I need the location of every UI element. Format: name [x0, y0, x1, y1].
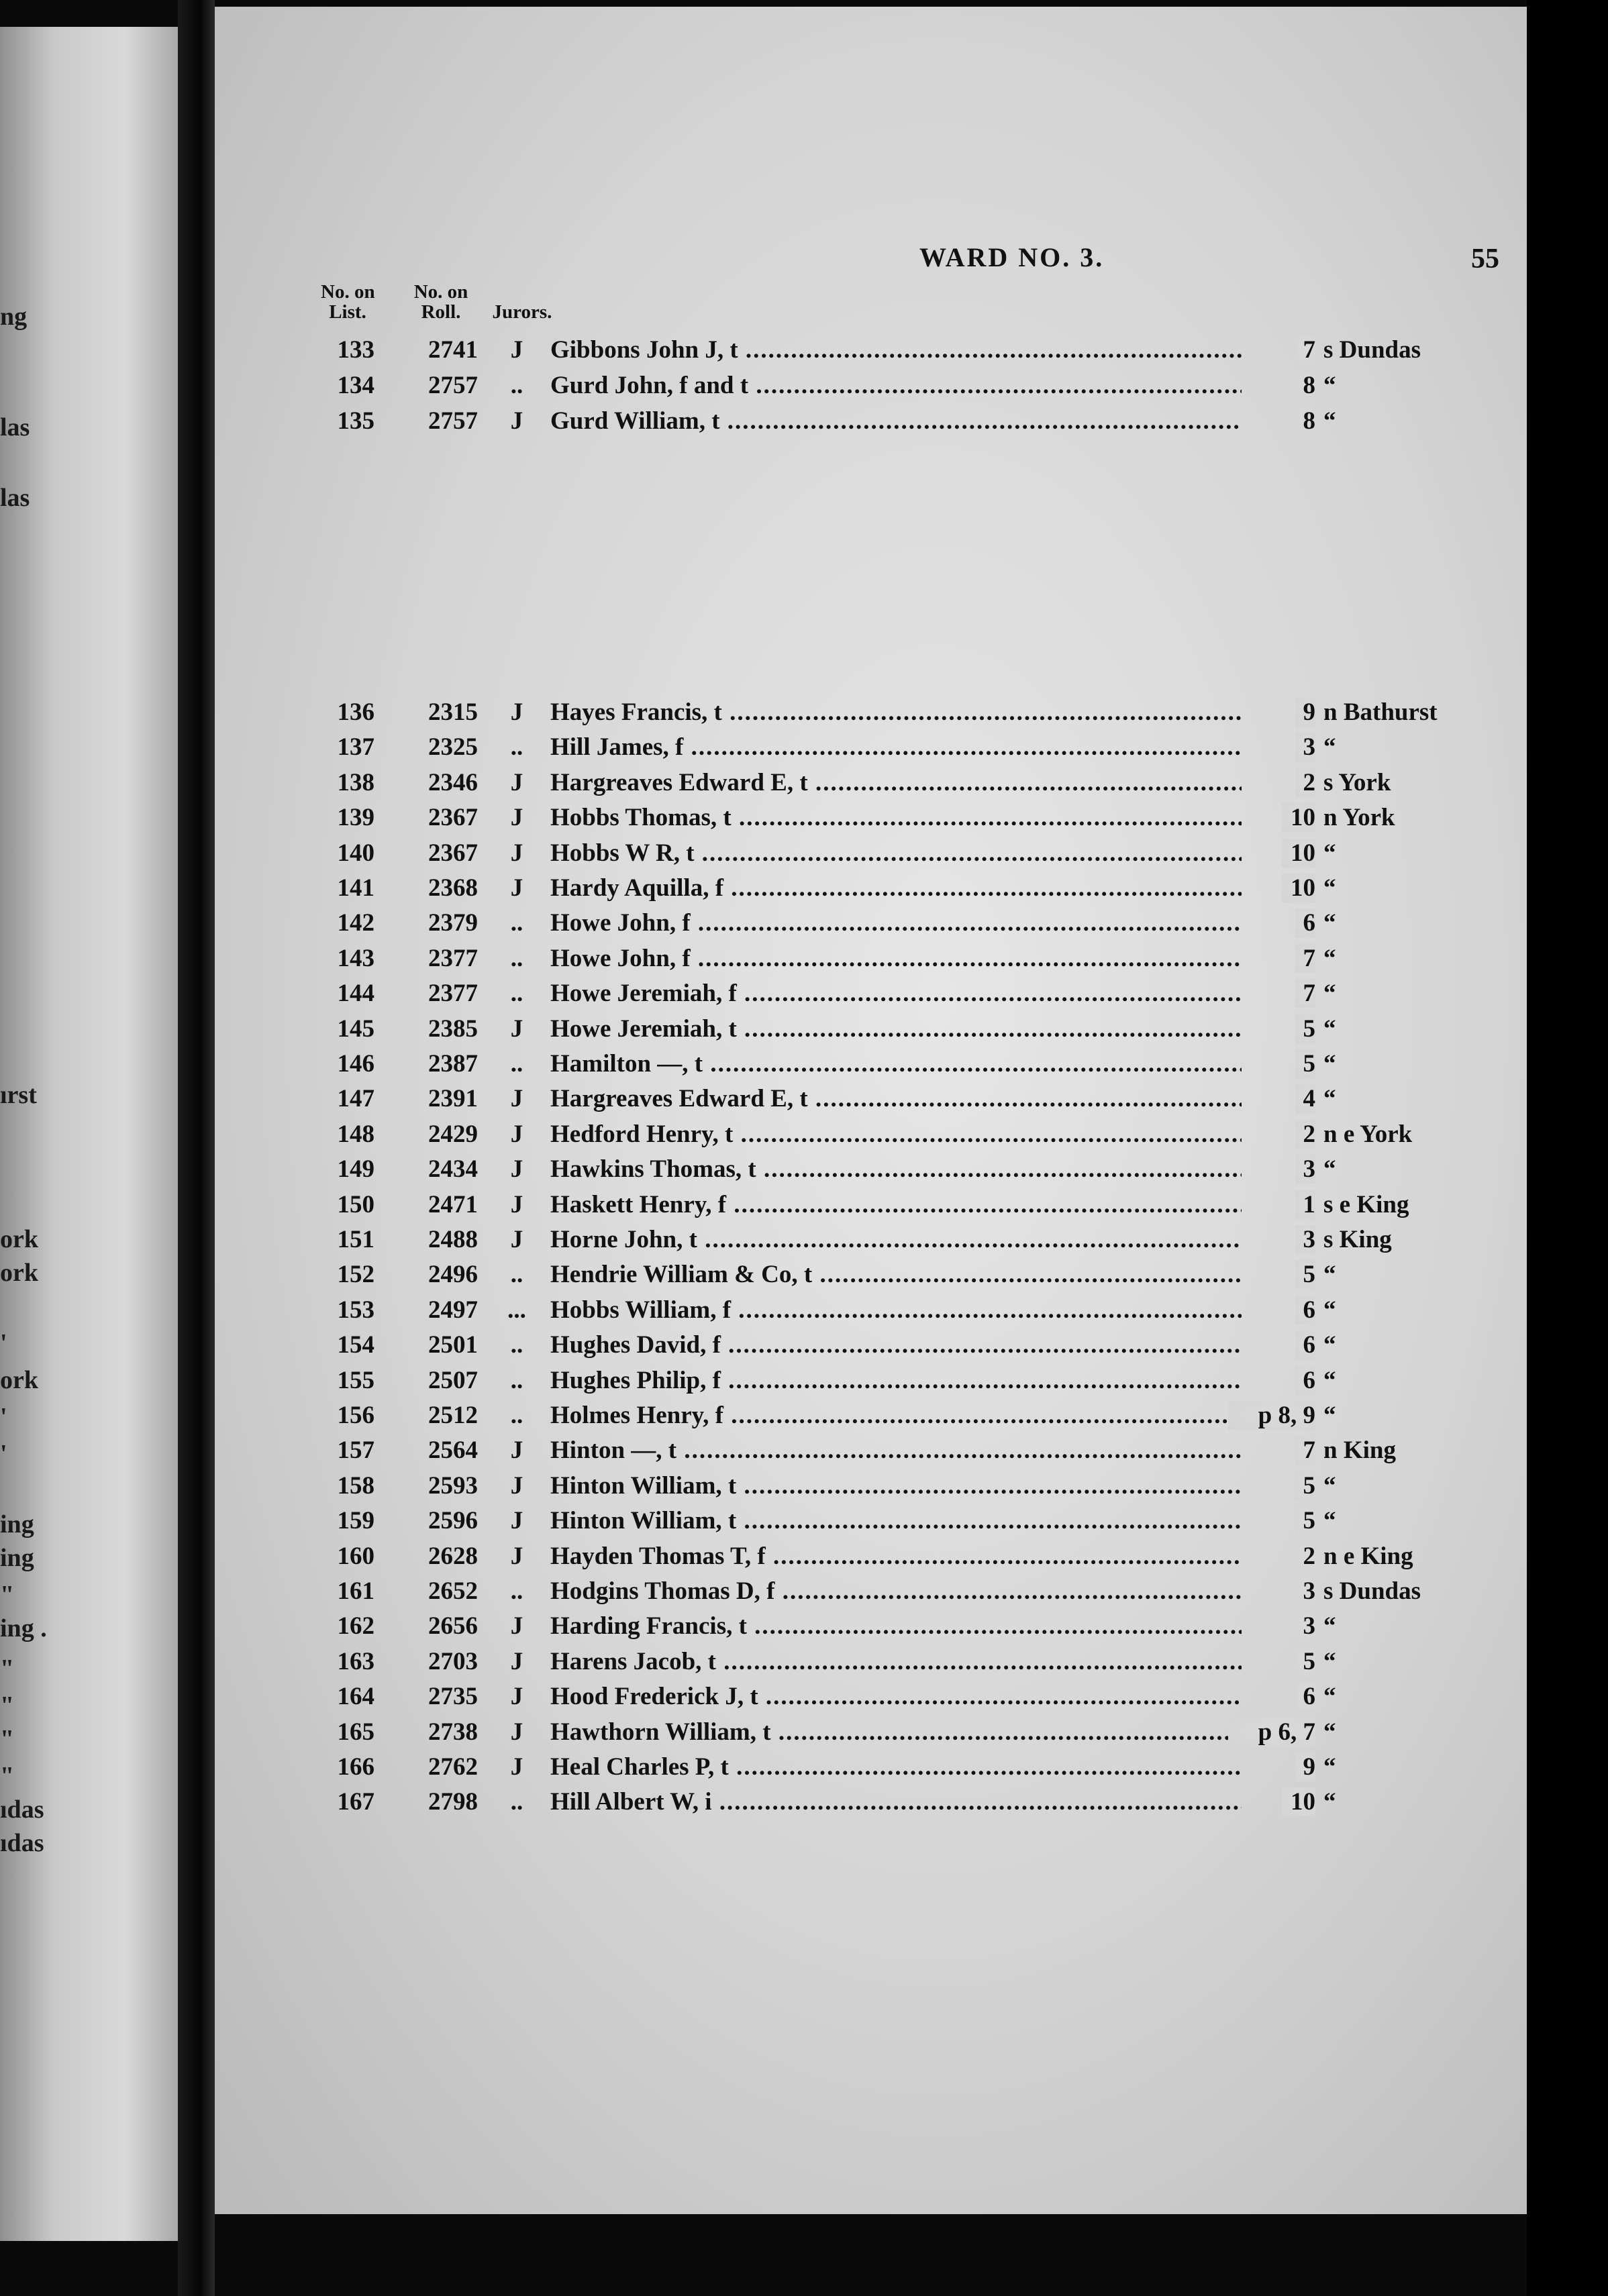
roll-number: 2367 — [428, 804, 478, 832]
left-page-fragment: " — [0, 1581, 15, 1609]
roll-number: 2757 — [428, 407, 478, 435]
juror-mark: J — [510, 1647, 523, 1675]
street-name: “ — [1323, 909, 1336, 937]
resident-name: Hargreaves Edward E, t ..... — [550, 768, 1242, 797]
list-number: 150 — [337, 1190, 374, 1218]
juror-mark: J — [510, 1507, 523, 1535]
street-name: “ — [1323, 874, 1336, 902]
juror-mark: .. — [510, 1261, 523, 1289]
juror-mark: J — [510, 1190, 523, 1218]
page-title: WARD NO. 3. — [919, 242, 1105, 272]
left-page-fragment: " — [0, 1762, 15, 1790]
roll-number: 2593 — [428, 1471, 478, 1500]
roll-number: 2377 — [428, 944, 478, 972]
roll-number: 2564 — [428, 1437, 478, 1465]
roll-number: 2434 — [428, 1155, 478, 1184]
left-page-fragment: ing — [0, 1510, 34, 1538]
resident-name: Hayes Francis, t ..... — [550, 698, 1242, 727]
lot-number: 10 — [1282, 839, 1315, 868]
list-number: 158 — [337, 1471, 374, 1500]
lot-number: p 6, 7 — [1228, 1718, 1315, 1746]
street-name: “ — [1323, 407, 1336, 435]
lot-number: 7 — [1295, 335, 1315, 364]
street-name: “ — [1323, 733, 1336, 762]
left-page-fragment: ng — [0, 303, 28, 331]
roll-number: 2385 — [428, 1014, 478, 1043]
list-entry — [215, 1612, 1557, 1645]
list-entry — [215, 1014, 1557, 1048]
resident-name: Hawkins Thomas, t ..... — [550, 1155, 1242, 1184]
juror-mark: J — [510, 1471, 523, 1500]
lot-number: 2 — [1295, 1120, 1315, 1149]
resident-name: Gurd William, t ..... — [550, 407, 1242, 435]
resident-name: Holmes Henry, f ..... — [550, 1401, 1242, 1430]
list-entry — [215, 698, 1557, 731]
resident-name: Hardy Aquilla, f ..... — [550, 874, 1242, 902]
juror-mark: J — [510, 1226, 523, 1253]
resident-name: Hodgins Thomas D, f ..... — [550, 1577, 1242, 1606]
juror-mark: J — [510, 1753, 523, 1781]
roll-number: 2501 — [428, 1331, 478, 1359]
street-name: n Bathurst — [1323, 698, 1438, 726]
juror-mark: J — [510, 1542, 523, 1570]
juror-mark: J — [510, 768, 523, 796]
left-page-edge — [0, 27, 178, 2241]
list-entry — [215, 1260, 1557, 1294]
juror-mark: .. — [510, 1402, 523, 1429]
roll-number: 2738 — [428, 1718, 478, 1746]
list-entry — [215, 1718, 1557, 1751]
roll-number: 2391 — [428, 1085, 478, 1113]
street-name: “ — [1323, 1296, 1336, 1324]
roll-number: 2496 — [428, 1261, 478, 1289]
list-number: 162 — [337, 1612, 374, 1640]
left-page-fragment: ork — [0, 1225, 38, 1253]
lot-number: 5 — [1295, 1506, 1315, 1535]
list-number: 157 — [337, 1437, 374, 1465]
resident-name: Hobbs Thomas, t ..... — [550, 803, 1242, 832]
street-name: “ — [1323, 1331, 1336, 1359]
lot-number: 8 — [1295, 407, 1315, 435]
juror-mark: ... — [507, 1296, 526, 1324]
list-number: 133 — [337, 336, 374, 364]
resident-name: Heal Charles P, t ..... — [550, 1753, 1242, 1781]
list-number: 139 — [337, 804, 374, 832]
resident-name: Hughes Philip, f ..... — [550, 1366, 1242, 1395]
roll-number: 2367 — [428, 839, 478, 867]
street-name: “ — [1323, 1014, 1336, 1043]
street-name: “ — [1323, 1507, 1336, 1535]
roll-number: 2703 — [428, 1647, 478, 1675]
resident-name: Hughes David, f ..... — [550, 1330, 1242, 1359]
juror-mark: .. — [510, 372, 523, 399]
lot-number: 6 — [1295, 1366, 1315, 1395]
lot-number: 3 — [1295, 1577, 1315, 1606]
juror-mark: J — [510, 874, 523, 902]
left-page-fragment: ırst — [0, 1081, 37, 1109]
juror-mark: J — [510, 804, 523, 832]
lot-number: 6 — [1295, 1330, 1315, 1359]
street-name: “ — [1323, 1366, 1336, 1394]
resident-name: Hinton William, t ..... — [550, 1506, 1242, 1535]
list-entry — [215, 407, 1557, 440]
lot-number: 5 — [1295, 1260, 1315, 1289]
lot-number: 7 — [1295, 1436, 1315, 1465]
resident-name: Hill Albert W, i ..... — [550, 1787, 1242, 1816]
list-number: 155 — [337, 1366, 374, 1394]
list-number: 136 — [337, 698, 374, 726]
resident-name: Hawthorn William, t ..... — [550, 1718, 1242, 1746]
roll-number: 2507 — [428, 1366, 478, 1394]
street-name: “ — [1323, 372, 1336, 399]
resident-name: Howe Jeremiah, f ..... — [550, 979, 1242, 1008]
roll-number: 2762 — [428, 1753, 478, 1781]
list-entry — [215, 1049, 1557, 1083]
lot-number: 7 — [1295, 979, 1315, 1008]
list-number: 138 — [337, 768, 374, 796]
list-entry — [215, 1506, 1557, 1540]
street-name: n York — [1323, 804, 1395, 832]
lot-number: 8 — [1295, 371, 1315, 400]
juror-mark: J — [510, 698, 523, 726]
resident-name: Harens Jacob, t ..... — [550, 1647, 1242, 1676]
list-entry — [215, 1120, 1557, 1153]
list-number: 149 — [337, 1155, 374, 1184]
list-number: 154 — [337, 1331, 374, 1359]
street-name: “ — [1323, 1647, 1336, 1675]
juror-mark: J — [510, 336, 523, 364]
left-page-fragment: ork — [0, 1259, 38, 1287]
list-number: 151 — [337, 1226, 374, 1253]
list-entry — [215, 1753, 1557, 1786]
list-number: 152 — [337, 1261, 374, 1289]
list-entry — [215, 1577, 1557, 1610]
lot-number: 1 — [1295, 1190, 1315, 1219]
roll-number: 2429 — [428, 1120, 478, 1148]
roll-number: 2798 — [428, 1788, 478, 1816]
juror-mark: .. — [510, 1577, 523, 1605]
left-page-fragment: ıdas — [0, 1829, 44, 1857]
left-page-fragment: " — [0, 1655, 15, 1683]
lot-number: 10 — [1282, 874, 1315, 902]
list-entry — [215, 839, 1557, 872]
roll-number: 2379 — [428, 909, 478, 937]
juror-mark: J — [510, 1437, 523, 1465]
street-name: s King — [1323, 1226, 1392, 1253]
lot-number: 5 — [1295, 1014, 1315, 1043]
list-number: 160 — [337, 1542, 374, 1570]
juror-mark: .. — [510, 1050, 523, 1078]
resident-name: Hobbs W R, t ..... — [550, 839, 1242, 868]
list-entry — [215, 1190, 1557, 1224]
list-number: 159 — [337, 1507, 374, 1535]
lot-number: 7 — [1295, 944, 1315, 973]
list-entry — [215, 371, 1557, 405]
street-name: s York — [1323, 768, 1391, 796]
list-number: 167 — [337, 1788, 374, 1816]
list-number: 166 — [337, 1753, 374, 1781]
list-number: 142 — [337, 909, 374, 937]
juror-mark: .. — [510, 1788, 523, 1816]
list-number: 141 — [337, 874, 374, 902]
street-name: n e York — [1323, 1120, 1413, 1148]
column-header-jurors: Jurors. — [492, 301, 552, 323]
resident-name: Gibbons John J, t ..... — [550, 335, 1242, 364]
roll-number: 2471 — [428, 1190, 478, 1218]
roll-number: 2325 — [428, 733, 478, 762]
list-number: 143 — [337, 944, 374, 972]
lot-number: 10 — [1282, 1787, 1315, 1816]
street-name: s Dundas — [1323, 1577, 1421, 1605]
list-entry — [215, 1542, 1557, 1575]
juror-mark: J — [510, 1612, 523, 1640]
column-header-roll: No. on Roll. — [413, 281, 468, 323]
juror-mark: .. — [510, 733, 523, 762]
roll-number: 2346 — [428, 768, 478, 796]
roll-number: 2368 — [428, 874, 478, 902]
resident-name: Hinton William, t ..... — [550, 1471, 1242, 1500]
list-entry — [215, 1436, 1557, 1469]
list-entry — [215, 1682, 1557, 1716]
roll-number: 2497 — [428, 1296, 478, 1324]
left-page-fragment: las — [0, 413, 30, 441]
resident-name: Howe Jeremiah, t ..... — [550, 1014, 1242, 1043]
street-name: “ — [1323, 1718, 1336, 1746]
list-entry — [215, 1401, 1557, 1434]
street-name: “ — [1323, 1402, 1336, 1429]
list-entry — [215, 1084, 1557, 1118]
book-gutter — [178, 0, 215, 2296]
list-entry — [215, 335, 1557, 369]
list-entry — [215, 1787, 1557, 1821]
street-name: “ — [1323, 1155, 1336, 1184]
juror-mark: J — [510, 1120, 523, 1148]
list-number: 147 — [337, 1085, 374, 1113]
roll-number: 2596 — [428, 1507, 478, 1535]
street-name: “ — [1323, 1788, 1336, 1816]
list-entry — [215, 908, 1557, 942]
lot-number: 5 — [1295, 1647, 1315, 1676]
list-number: 153 — [337, 1296, 374, 1324]
roll-number: 2628 — [428, 1542, 478, 1570]
list-entry — [215, 1225, 1557, 1259]
lot-number: p 8, 9 — [1228, 1401, 1315, 1430]
juror-mark: J — [510, 407, 523, 435]
street-name: n King — [1323, 1437, 1396, 1465]
lot-number: 3 — [1295, 733, 1315, 762]
resident-name: Hayden Thomas T, f ..... — [550, 1542, 1242, 1571]
list-number: 146 — [337, 1050, 374, 1078]
resident-name: Harding Francis, t ..... — [550, 1612, 1242, 1640]
lot-number: 9 — [1295, 698, 1315, 727]
street-name: “ — [1323, 1683, 1336, 1711]
roll-number: 2735 — [428, 1683, 478, 1711]
list-entry — [215, 979, 1557, 1012]
juror-mark: J — [510, 1155, 523, 1184]
column-header-list: No. on List. — [321, 281, 375, 323]
right-border — [1527, 0, 1608, 2296]
roll-number: 2741 — [428, 336, 478, 364]
left-page-fragment: ' — [0, 1329, 7, 1357]
street-name: “ — [1323, 1085, 1336, 1113]
list-entry — [215, 733, 1557, 766]
lot-number: 3 — [1295, 1225, 1315, 1254]
street-name: “ — [1323, 944, 1336, 972]
lot-number: 4 — [1295, 1084, 1315, 1113]
lot-number: 2 — [1295, 1542, 1315, 1571]
juror-mark: J — [510, 1683, 523, 1711]
list-number: 163 — [337, 1647, 374, 1675]
list-entry — [215, 874, 1557, 907]
list-entry — [215, 1330, 1557, 1364]
juror-mark: .. — [510, 909, 523, 937]
resident-name: Howe John, f ..... — [550, 908, 1242, 937]
list-entry — [215, 944, 1557, 978]
street-name: s Dundas — [1323, 336, 1421, 364]
list-entry — [215, 1366, 1557, 1400]
list-number: 144 — [337, 980, 374, 1008]
left-page-fragment: ing — [0, 1544, 34, 1572]
lot-number: 6 — [1295, 1682, 1315, 1711]
resident-name: Howe John, f ..... — [550, 944, 1242, 973]
list-entry — [215, 1471, 1557, 1505]
juror-mark: .. — [510, 1366, 523, 1394]
list-entry — [215, 768, 1557, 802]
juror-mark: .. — [510, 980, 523, 1008]
roll-number: 2387 — [428, 1050, 478, 1078]
street-name: n e King — [1323, 1542, 1413, 1570]
list-number: 164 — [337, 1683, 374, 1711]
resident-name: Hamilton —, t ..... — [550, 1049, 1242, 1078]
roll-number: 2652 — [428, 1577, 478, 1605]
street-name: s e King — [1323, 1190, 1409, 1218]
roll-number: 2315 — [428, 698, 478, 726]
resident-name: Hargreaves Edward E, t ..... — [550, 1084, 1242, 1113]
resident-name: Haskett Henry, f ..... — [550, 1190, 1242, 1219]
resident-name: Hill James, f ..... — [550, 733, 1242, 762]
street-name: “ — [1323, 980, 1336, 1008]
list-entry — [215, 1155, 1557, 1188]
juror-mark: J — [510, 1718, 523, 1746]
juror-mark: .. — [510, 944, 523, 972]
roll-number: 2512 — [428, 1402, 478, 1429]
lot-number: 6 — [1295, 1296, 1315, 1324]
juror-mark: J — [510, 1085, 523, 1113]
page — [215, 7, 1527, 2214]
street-name: “ — [1323, 1753, 1336, 1781]
list-number: 145 — [337, 1014, 374, 1043]
left-page-fragment: ing . — [0, 1614, 47, 1642]
left-page-fragment: ıdas — [0, 1795, 44, 1824]
list-entry — [215, 1647, 1557, 1681]
left-page-fragment: ork — [0, 1366, 38, 1394]
roll-number: 2757 — [428, 372, 478, 399]
list-number: 161 — [337, 1577, 374, 1605]
resident-name: Hobbs William, f ..... — [550, 1296, 1242, 1324]
resident-name: Hood Frederick J, t ..... — [550, 1682, 1242, 1711]
list-number: 140 — [337, 839, 374, 867]
street-name: “ — [1323, 839, 1336, 867]
list-number: 156 — [337, 1402, 374, 1429]
resident-name: Gurd John, f and t ..... — [550, 371, 1242, 400]
left-page-fragment: " — [0, 1725, 15, 1753]
lot-number: 5 — [1295, 1049, 1315, 1078]
left-page-fragment: las — [0, 484, 30, 512]
list-entry — [215, 803, 1557, 837]
resident-name: Hinton —, t ..... — [550, 1436, 1242, 1465]
left-page-fragment: ' — [0, 1403, 7, 1431]
lot-number: 6 — [1295, 908, 1315, 937]
list-number: 137 — [337, 733, 374, 762]
left-page-fragment: ' — [0, 1440, 7, 1468]
list-number: 135 — [337, 407, 374, 435]
lot-number: 10 — [1282, 803, 1315, 832]
lot-number: 3 — [1295, 1612, 1315, 1640]
street-name: “ — [1323, 1050, 1336, 1078]
juror-mark: J — [510, 839, 523, 867]
juror-mark: J — [510, 1014, 523, 1043]
lot-number: 5 — [1295, 1471, 1315, 1500]
list-number: 165 — [337, 1718, 374, 1746]
resident-name: Hedford Henry, t ..... — [550, 1120, 1242, 1149]
juror-mark: .. — [510, 1331, 523, 1359]
list-number: 148 — [337, 1120, 374, 1148]
street-name: “ — [1323, 1471, 1336, 1500]
street-name: “ — [1323, 1261, 1336, 1289]
lot-number: 2 — [1295, 768, 1315, 797]
list-entry — [215, 1296, 1557, 1329]
left-page-fragment: " — [0, 1691, 15, 1720]
roll-number: 2488 — [428, 1226, 478, 1253]
lot-number: 9 — [1295, 1753, 1315, 1781]
roll-number: 2377 — [428, 980, 478, 1008]
resident-name: Horne John, t ..... — [550, 1225, 1242, 1254]
page-number: 55 — [1471, 244, 1499, 274]
lot-number: 3 — [1295, 1155, 1315, 1184]
list-number: 134 — [337, 372, 374, 399]
street-name: “ — [1323, 1612, 1336, 1640]
resident-name: Hendrie William & Co, t ..... — [550, 1260, 1242, 1289]
roll-number: 2656 — [428, 1612, 478, 1640]
